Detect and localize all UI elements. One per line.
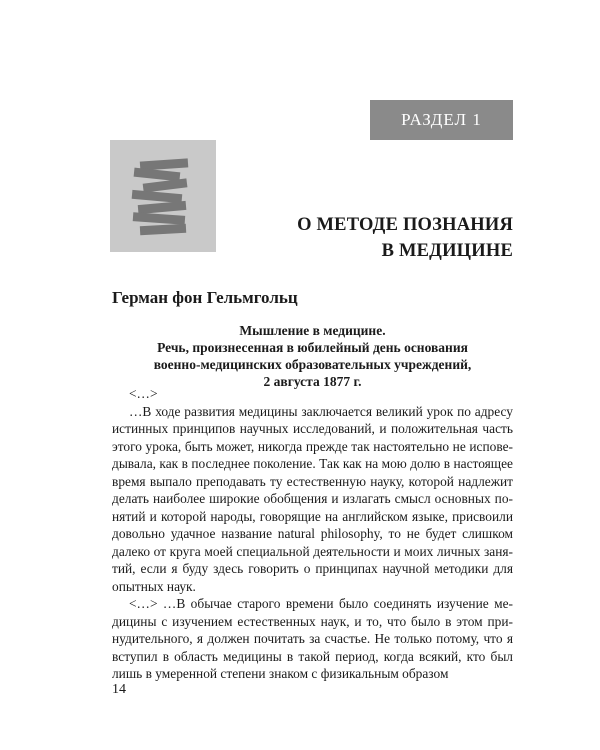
section-banner xyxy=(370,100,513,140)
paragraph: …В ходе развития медицины заключается великий урок по адресу истинных принципов научных исследований, и положительная часть этого урока, быть может, никогда прежде так настоятельно не исповедывала, как в последнее поколение. Так как на мою долю в настоящее время выпало преподавать ту естественную науку, которой надлежит делать наиболее широкие обобщения и излагать смысл основных понятий и которой народы, говорящие на английском языке, присвоили довольно удачное название natural philosophy, то не будет слишком далеко от круга моей специальной деятельности и моих личных занятий, если я буду здесь говорить о принципах научной методики для опытных наук. xyxy=(112,403,513,594)
speech-title-line-3: военно-медицинских образовательных учреждений, xyxy=(153,357,472,372)
speech-title-line-2: Речь, произнесенная в юбилейный день основания xyxy=(157,340,468,355)
paragraph: <…> xyxy=(129,386,158,401)
speech-title xyxy=(112,322,513,390)
speech-title-line-1: Мышление в медицине. xyxy=(239,323,386,338)
author-name: Герман фон Гельмгольц xyxy=(112,288,298,307)
chapter-title-line-2: В МЕДИЦИНЕ xyxy=(381,241,513,261)
page-number: 14 xyxy=(112,682,126,697)
speech-title-line-4: 2 августа 1877 г. xyxy=(263,374,362,389)
section-label: РАЗДЕЛ 1 xyxy=(401,110,482,129)
chapter-title xyxy=(183,212,513,264)
body-text xyxy=(112,385,513,683)
chapter-title-line-1: О МЕТОДЕ ПОЗНАНИЯ xyxy=(297,215,513,235)
paragraph: <…> …В обычае старого времени было соединять изучение медицины с изучением естественных наук, и то, что было в этом принудительного, я должен почитать за счастье. Не только потому, что я вступил в область медицины в такой период, когда всякий, кто был лишь в умеренной степени знаком с физикальным образом xyxy=(112,596,513,681)
